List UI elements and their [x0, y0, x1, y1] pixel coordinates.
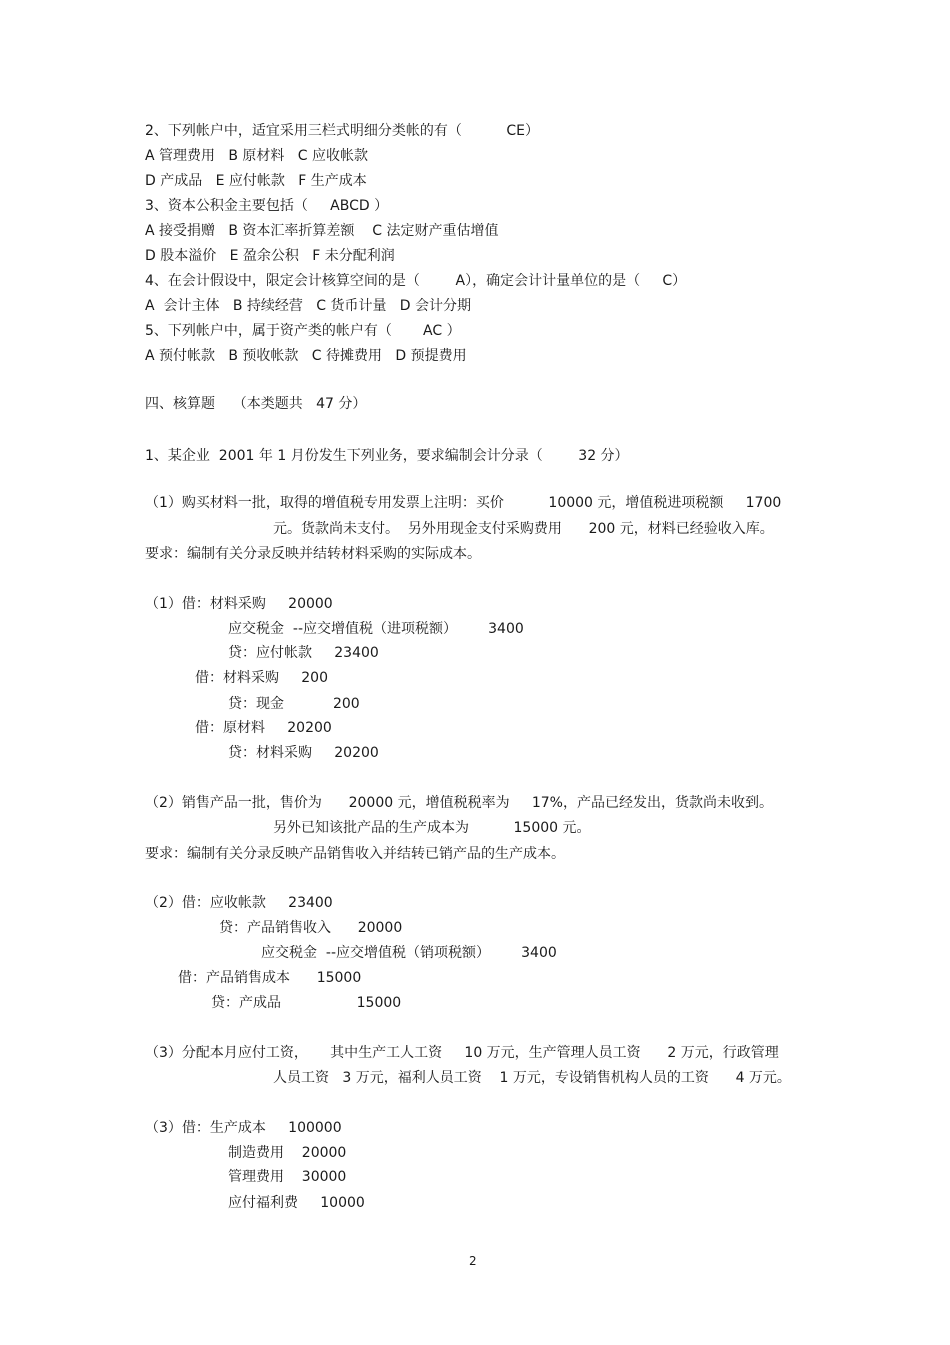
entry-1-line-7: 贷：材料采购 20200: [228, 745, 379, 761]
entry-1-line-3: 贷：应付帐款 23400: [228, 645, 379, 661]
problem-1-heading: 1、某企业 2001 年 1 月份发生下列业务，要求编制会计分录（ 32 分）: [145, 448, 629, 464]
entry-1-line-6: 借：原材料 20200: [195, 720, 332, 736]
question-5-options: A 预付帐款 B 预收帐款 C 待摊费用 D 预提费用: [145, 348, 467, 364]
entry-2-line-5: 贷：产成品 15000: [211, 995, 402, 1011]
task-1-requirement: 要求：编制有关分录反映并结转材料采购的实际成本。: [145, 546, 481, 562]
entry-1-line-2: 应交税金 --应交增值税（进项税额） 3400: [228, 621, 524, 637]
question-5: 5、下列帐户中，属于资产类的帐户有（ AC ）: [145, 323, 461, 339]
task-2-text-cont: 另外已知该批产品的生产成本为 15000 元。: [273, 820, 591, 836]
entry-2-line-1: （2）借：应收帐款 23400: [145, 895, 333, 911]
question-3-options-b: D 股本溢价 E 盈余公积 F 未分配利润: [145, 248, 395, 264]
entry-1-line-4: 借：材料采购 200: [195, 670, 328, 686]
task-1-text-cont: 元。货款尚未支付。 另外用现金支付采购费用 200 元，材料已经验收入库。: [273, 521, 774, 537]
question-4-options: A 会计主体 B 持续经营 C 货币计量 D 会计分期: [145, 298, 472, 314]
entry-2-line-4: 借：产品销售成本 15000: [178, 970, 362, 986]
entry-3-line-2: 制造费用 20000: [228, 1145, 347, 1161]
task-2-text: （2）销售产品一批，售价为 20000 元，增值税税率为 17%，产品已经发出，货款尚未收到。: [145, 795, 773, 811]
question-4: 4、在会计假设中，限定会计核算空间的是（ A），确定会计计量单位的是（ C）: [145, 273, 687, 289]
question-2-options-a: A 管理费用 B 原材料 C 应收帐款: [145, 148, 369, 164]
page-number: 2: [469, 1254, 477, 1268]
task-1-text: （1）购买材料一批，取得的增值税专用发票上注明：买价 10000 元，增值税进项税额 1700: [145, 495, 782, 511]
entry-1-line-5: 贷：现金 200: [228, 696, 360, 712]
entry-3-line-3: 管理费用 30000: [228, 1169, 347, 1185]
question-2-options-b: D 产成品 E 应付帐款 F 生产成本: [145, 173, 367, 189]
entry-2-line-3: 应交税金 --应交增值税（销项税额） 3400: [261, 945, 557, 961]
entry-3-line-1: （3）借：生产成本 100000: [145, 1120, 342, 1136]
task-2-requirement: 要求：编制有关分录反映产品销售收入并结转已销产品的生产成本。: [145, 846, 565, 862]
question-3: 3、资本公积金主要包括（ ABCD ）: [145, 198, 389, 214]
question-3-options-a: A 接受捐赠 B 资本汇率折算差额 C 法定财产重估增值: [145, 223, 499, 239]
task-3-text-cont: 人员工资 3 万元，福利人员工资 1 万元，专设销售机构人员的工资 4 万元。: [273, 1070, 791, 1086]
task-3-text: （3）分配本月应付工资， 其中生产工人工资 10 万元，生产管理人员工资 2 万元，行政管理: [145, 1045, 779, 1061]
entry-1-line-1: （1）借：材料采购 20000: [145, 596, 333, 612]
entry-2-line-2: 贷：产品销售收入 20000: [219, 920, 403, 936]
section-heading: 四、核算题 （本类题共 47 分）: [145, 396, 367, 412]
question-2: 2、下列帐户中，适宜采用三栏式明细分类帐的有（ CE）: [145, 123, 540, 139]
entry-3-line-4: 应付福利费 10000: [228, 1195, 365, 1211]
